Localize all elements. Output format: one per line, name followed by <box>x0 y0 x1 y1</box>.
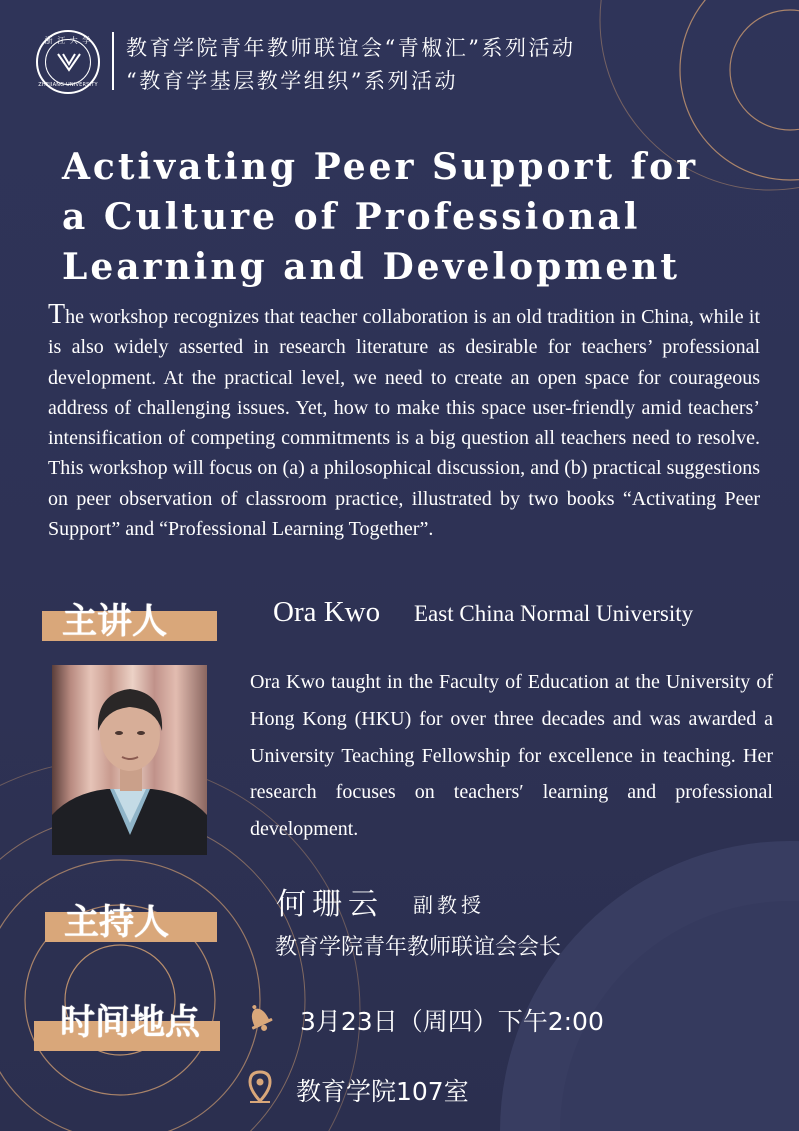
logo-ring-text-en: ZHEJIANG UNIVERSITY <box>38 82 98 88</box>
logo-ring-text: 浙 江 大 学 <box>44 36 92 45</box>
host-label: 主持人 <box>64 903 170 943</box>
poster-title <box>62 142 762 292</box>
host-name: 何珊云 <box>276 887 384 922</box>
speaker-photo <box>52 665 207 855</box>
title-line-3: Learning and Development <box>62 246 681 288</box>
event-time: 3月23日（周四）下午2:00 <box>300 1007 604 1036</box>
speaker-name: Ora Kwo <box>273 596 381 628</box>
university-logo <box>36 30 100 94</box>
abstract-paragraph: The workshop recognizes that teacher collaboration is an old tradition in China, while it is also widely asserted in research literature as desirable for teachers’ professional development. At the practical level, we need to create an open space for courageous address of challenging issues. Yet, how to make this space user-friendly amid teachers’ intensification of competing commitments is a big question all teachers need to resolve. This workshop will focus on (a) a philosophical discussion, and (b) practical suggestions on peer observation of classroom practice, illustrated by two books “Activating Peer Support” and “Professional Learning Together”. <box>48 299 760 541</box>
header-series-line2: “教育学基层教学组织”系列活动 <box>126 69 458 93</box>
logo-emblem-icon <box>56 50 82 72</box>
host-role: 教育学院青年教师联谊会会长 <box>275 935 562 960</box>
schedule-label: 时间地点 <box>60 1003 201 1043</box>
speaker-bio: Ora Kwo taught in the Faculty of Education at the University of Hong Kong (HKU) for over three decades and was awarded a University Teaching Fellowship for excellence in teaching. Her research focuses on teachers′ learning and professional development. <box>250 671 773 841</box>
host-title: 副教授 <box>413 893 485 917</box>
title-line-2: a Culture of Professional <box>62 196 641 238</box>
speaker-label: 主讲人 <box>62 602 168 642</box>
title-line-1: Activating Peer Support for <box>62 146 699 188</box>
speaker-portrait-image <box>52 665 207 855</box>
location-pin-icon <box>246 1070 274 1104</box>
event-place: 教育学院107室 <box>296 1077 469 1106</box>
bell-icon <box>242 1000 276 1034</box>
header-series-line1: 教育学院青年教师联谊会“青椒汇”系列活动 <box>126 36 576 60</box>
header-divider <box>112 32 114 90</box>
speaker-affiliation: East China Normal University <box>414 601 694 626</box>
